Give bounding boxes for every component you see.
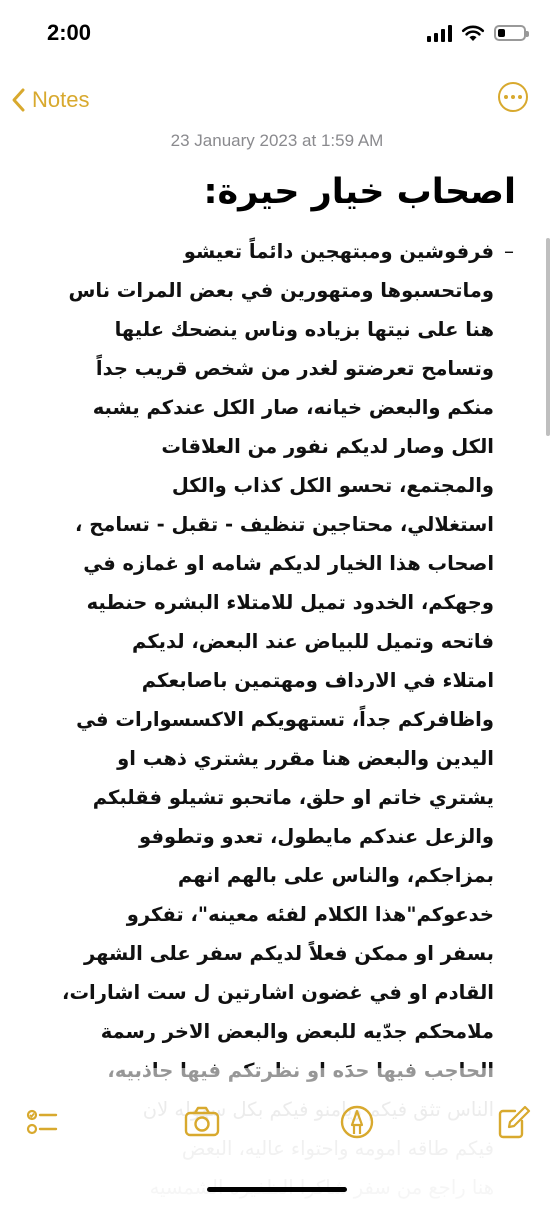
note-line: ملامحكم جدّيه للبعض والبعض الاخر رسمة (100, 1020, 494, 1043)
note-line: بسفر او ممكن فعلاً لديكم سفر على الشهر (83, 942, 494, 965)
note-line: والمجتمع، تحسو الكل كذاب والكل (171, 474, 494, 497)
note-line: منكم والبعض خيانه، صار الكل عندكم يشبه (92, 396, 494, 419)
status-icons (427, 24, 526, 42)
note-line: اليدين والبعض هنا مقرر يشتري ذهب او (117, 747, 494, 770)
note-line: اصحاب هذا الخيار لديكم شامه او غمازه في (83, 552, 494, 575)
note-line: والزعل عندكم مايطول، تعدو وتطوفو (139, 825, 494, 848)
more-options-button[interactable] (498, 82, 528, 112)
note-line: وماتحسبوها ومتهورين في بعض المرات ناس (68, 279, 494, 302)
note-body[interactable] (34, 232, 494, 1207)
note-line: فرفوشين ومبتهجين دائماً تعيشو (183, 240, 494, 263)
camera-icon[interactable] (184, 1104, 220, 1140)
ellipsis-icon (504, 95, 508, 99)
nav-bar (0, 78, 554, 122)
wifi-icon (461, 24, 485, 42)
markup-icon[interactable] (339, 1104, 375, 1140)
back-button[interactable] (10, 78, 89, 122)
bottom-toolbar (0, 1100, 554, 1144)
note-line: امتلاء في الارداف ومهتمين باصابعكم (141, 669, 494, 692)
note-line: واظافركم جداً، تستهويكم الاكسسوارات في (76, 708, 494, 731)
note-line: القادم او في غضون اشارتين ل ست اشارات، (62, 981, 494, 1004)
home-indicator[interactable] (207, 1187, 347, 1192)
cellular-signal-icon (427, 24, 452, 42)
back-label: Notes (32, 87, 90, 112)
note-line: يشتري خاتم او حلق، ماتحبو تشيلو فقلبكم (92, 786, 494, 809)
battery-icon (494, 25, 526, 41)
note-line: وجهكم، الخدود تميل للامتلاء البشره حنطيه (86, 591, 494, 614)
compose-icon[interactable] (496, 1104, 532, 1140)
note-line: استغلالي، محتاجين تنظيف - تقبل - تسامح ، (75, 513, 494, 536)
scroll-indicator[interactable] (546, 238, 550, 436)
status-bar (0, 0, 554, 70)
note-line: بمزاجكم، والناس على بالهم انهم (177, 864, 494, 887)
chevron-left-icon (10, 87, 26, 113)
note-line: الكل وصار لديكم نفور من العلاقات (161, 435, 494, 458)
checklist-icon[interactable] (24, 1104, 60, 1140)
note-line: فاتحه وتميل للبياض عند البعض، لديكم (132, 630, 494, 653)
note-line: خدعوكم"هذا الكلام لفئه معينه"، تفكرو (126, 903, 494, 926)
note-title[interactable]: اصحاب خيار حيرة: (203, 172, 516, 212)
list-bullet: – (504, 239, 514, 263)
note-line: هنا على نيتها بزياده وناس ينضحك عليها (114, 318, 494, 341)
note-line: وتسامح تعرضتو لغدر من شخص قريب جداً (95, 357, 494, 380)
note-date: 23 January 2023 at 1:59 AM (170, 131, 384, 150)
status-time: 2:00 (47, 20, 92, 45)
